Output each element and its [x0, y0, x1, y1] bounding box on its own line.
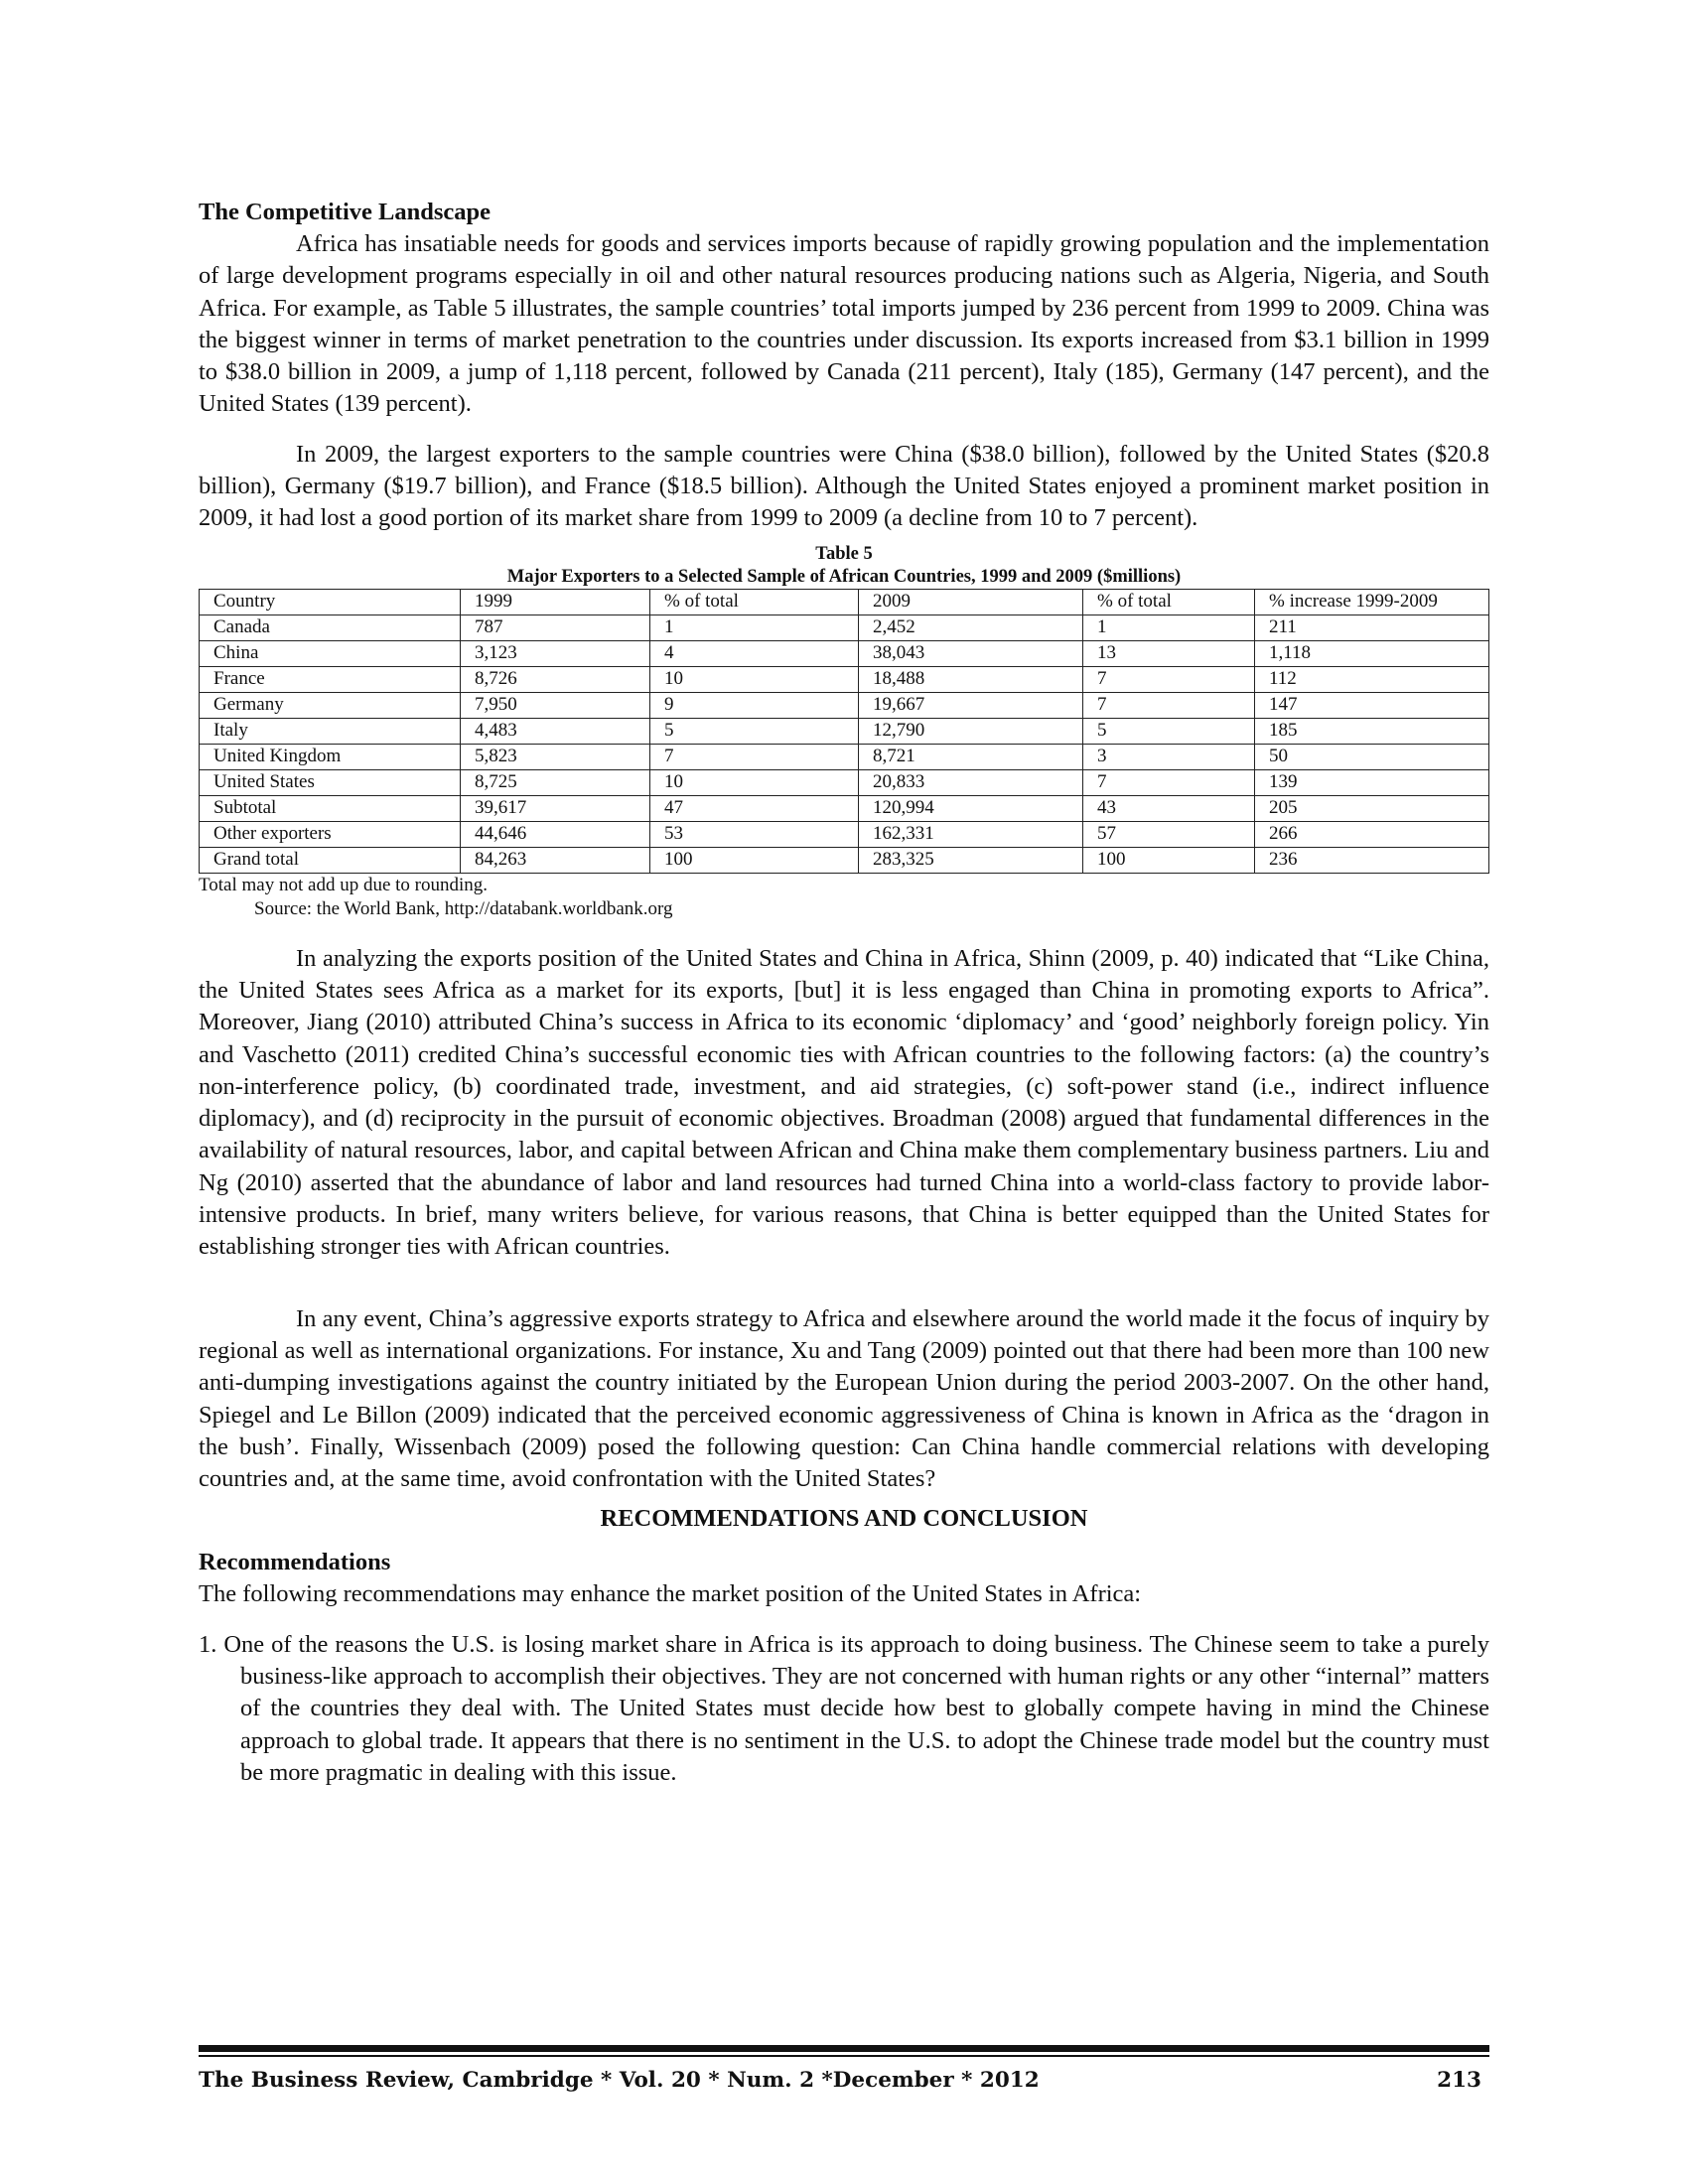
table-cell: 8,726 [461, 666, 650, 692]
table-row [200, 769, 1489, 795]
table-cell: 1,118 [1255, 640, 1489, 666]
table-cell: China [200, 640, 461, 666]
exporters-table [199, 589, 1489, 874]
table-cell: 2,452 [859, 614, 1083, 640]
table-cell: 3 [1083, 744, 1255, 769]
table-cell: 18,488 [859, 666, 1083, 692]
table-cell: Germany [200, 692, 461, 718]
recommendation-item-1: 1. One of the reasons the U.S. is losing market share in Africa is its approach to doing business. The Chinese seem to take a purely business-like approach to accomplish their objectives. They are not concerned with human rights or any other “internal” matters of the countries they deal with. The United States must decide how best to globally compete having in mind the Chinese approach to global trade. It appears that there is no sentiment in the U.S. to adopt the Chinese trade model but the country must be more pragmatic in dealing with this issue. [199, 1630, 1489, 1786]
table-cell: 139 [1255, 769, 1489, 795]
table-cell: 266 [1255, 821, 1489, 847]
table-cell: 185 [1255, 718, 1489, 744]
table-cell: 43 [1083, 795, 1255, 821]
table-cell: 283,325 [859, 847, 1083, 873]
table-cell: 7 [1083, 692, 1255, 718]
table-cell: 38,043 [859, 640, 1083, 666]
table-cell: 5 [1083, 718, 1255, 744]
table-row [200, 640, 1489, 666]
section-heading-competitive-landscape: The Competitive Landscape [199, 199, 491, 225]
table-cell: 112 [1255, 666, 1489, 692]
table-title: Major Exporters to a Selected Sample of African Countries, 1999 and 2009 ($millions) [506, 566, 1182, 587]
header-cell: 1999 [461, 589, 650, 614]
recommendations-subheading: Recommendations [199, 1549, 391, 1576]
table-cell: 10 [650, 769, 859, 795]
header-cell: % increase 1999-2009 [1255, 589, 1489, 614]
table-cell: 7 [1083, 666, 1255, 692]
table-cell: 39,617 [461, 795, 650, 821]
table-label: Table 5 [815, 543, 873, 564]
table-cell: Italy [200, 718, 461, 744]
table-cell: 7 [650, 744, 859, 769]
table-source: Source: the World Bank, http://databank.worldbank.org [254, 897, 673, 919]
table-cell: 57 [1083, 821, 1255, 847]
page-number: 213 [1437, 2068, 1481, 2093]
table-cell: United States [200, 769, 461, 795]
table-cell: 20,833 [859, 769, 1083, 795]
table-cell: 44,646 [461, 821, 650, 847]
table-row [200, 847, 1489, 873]
journal-citation: The Business Review, Cambridge * Vol. 20 * Num. 2 *December * 2012 [199, 2068, 1040, 2093]
table-cell: 5,823 [461, 744, 650, 769]
table-header-row [200, 589, 1489, 614]
table-cell: 205 [1255, 795, 1489, 821]
table-cell: 1 [650, 614, 859, 640]
table-cell: 100 [1083, 847, 1255, 873]
table-cell: 47 [650, 795, 859, 821]
table-row [200, 821, 1489, 847]
table-cell: 162,331 [859, 821, 1083, 847]
table-cell: United Kingdom [200, 744, 461, 769]
table-cell: 787 [461, 614, 650, 640]
header-cell: % of total [650, 589, 859, 614]
table-cell: 211 [1255, 614, 1489, 640]
table-cell: 4 [650, 640, 859, 666]
table-cell: 8,725 [461, 769, 650, 795]
table-cell: 100 [650, 847, 859, 873]
table-cell: 1 [1083, 614, 1255, 640]
table-row [200, 718, 1489, 744]
paragraph-2: In 2009, the largest exporters to the sample countries were China ($38.0 billion), followed by the United States ($20.8 billion), Germany ($19.7 billion), and France ($18.5 billion). Although the United States enjoyed a prominent market position in 2009, it had lost a good portion of its market share from 1999 to 2009 (a decline from 10 to 7 percent). [199, 440, 1489, 532]
paragraph-1: Africa has insatiable needs for goods and services imports because of rapidly growing population and the implementation of large development programs especially in oil and other natural resources producing nations such as Algeria, Nigeria, and South Africa. For example, as Table 5 illustrates, the sample countries’ total imports jumped by 236 percent from 1999 to 2009. China was the biggest winner in terms of market penetration to the countries under discussion. Its exports increased from $3.1 billion in 1999 to $38.0 billion in 2009, a jump of 1,118 percent, followed by Canada (211 percent), Italy (185), Germany (147 percent), and the United States (139 percent). [199, 230, 1489, 418]
table-cell: 53 [650, 821, 859, 847]
table-cell: 3,123 [461, 640, 650, 666]
table-cell: 13 [1083, 640, 1255, 666]
table-cell: France [200, 666, 461, 692]
table-cell: 8,721 [859, 744, 1083, 769]
table-cell: 120,994 [859, 795, 1083, 821]
recommendations-conclusion-heading: RECOMMENDATIONS AND CONCLUSION [600, 1505, 1088, 1533]
table-row [200, 614, 1489, 640]
table-cell: 19,667 [859, 692, 1083, 718]
table-cell: Grand total [200, 847, 461, 873]
table-cell: 84,263 [461, 847, 650, 873]
table-cell: 10 [650, 666, 859, 692]
table-cell: 4,483 [461, 718, 650, 744]
table-row [200, 795, 1489, 821]
page-footer [199, 2068, 1489, 2093]
footer-rule-thick [199, 2045, 1489, 2052]
table-cell: Other exporters [200, 821, 461, 847]
table-cell: 50 [1255, 744, 1489, 769]
table-cell: Subtotal [200, 795, 461, 821]
table-cell: 7,950 [461, 692, 650, 718]
table-cell: Canada [200, 614, 461, 640]
table-row [200, 692, 1489, 718]
table-row [200, 744, 1489, 769]
table-cell: 12,790 [859, 718, 1083, 744]
header-cell: % of total [1083, 589, 1255, 614]
header-cell: Country [200, 589, 461, 614]
recommendations-intro: The following recommendations may enhance the market position of the United States in Africa: [199, 1580, 1142, 1608]
table-row [200, 666, 1489, 692]
table-cell: 9 [650, 692, 859, 718]
footer-rule-thin [199, 2055, 1489, 2057]
paragraph-4: In any event, China’s aggressive exports strategy to Africa and elsewhere around the world made it the focus of inquiry by regional as well as international organizations. For instance, Xu and Tang (2009) pointed out that there had been more than 100 new anti-dumping investigations against the country initiated by the European Union during the period 2003-2007. On the other hand, Spiegel and Le Billon (2009) indicated that the perceived economic aggressiveness of China is known in Africa as the ‘dragon in the bush’. Finally, Wissenbach (2009) posed the following question: Can China handle commercial relations with developing countries and, at the same time, avoid confrontation with the United States? [199, 1304, 1489, 1493]
paragraph-3: In analyzing the exports position of the United States and China in Africa, Shinn (2009, p. 40) indicated that “Like China, the United States sees Africa as a market for its exports, [but] it is less engaged than China in promoting exports to Africa”. Moreover, Jiang (2010) attributed China’s success in Africa to its economic ‘diplomacy’ and ‘good’ neighborly foreign policy. Yin and Vaschetto (2011) credited China’s successful economic ties with African countries to the following factors: (a) the country’s non-interference policy, (b) coordinated trade, investment, and aid strategies, (c) soft-power stand (i.e., indirect influence diplomacy), and (d) reciprocity in the pursuit of economic objectives. Broadman (2008) argued that fundamental differences in the availability of natural resources, labor, and capital between African and China make them complementary business partners. Liu and Ng (2010) asserted that the abundance of labor and land resources had turned China into a world-class factory to provide labor-intensive products. In brief, many writers believe, for various reasons, that China is better equipped than the United States for establishing stronger ties with African countries. [199, 944, 1489, 1261]
table-cell: 236 [1255, 847, 1489, 873]
header-cell: 2009 [859, 589, 1083, 614]
table-note: Total may not add up due to rounding. [199, 874, 489, 895]
page-body [199, 197, 1489, 1789]
table-cell: 147 [1255, 692, 1489, 718]
table-cell: 7 [1083, 769, 1255, 795]
table-cell: 5 [650, 718, 859, 744]
